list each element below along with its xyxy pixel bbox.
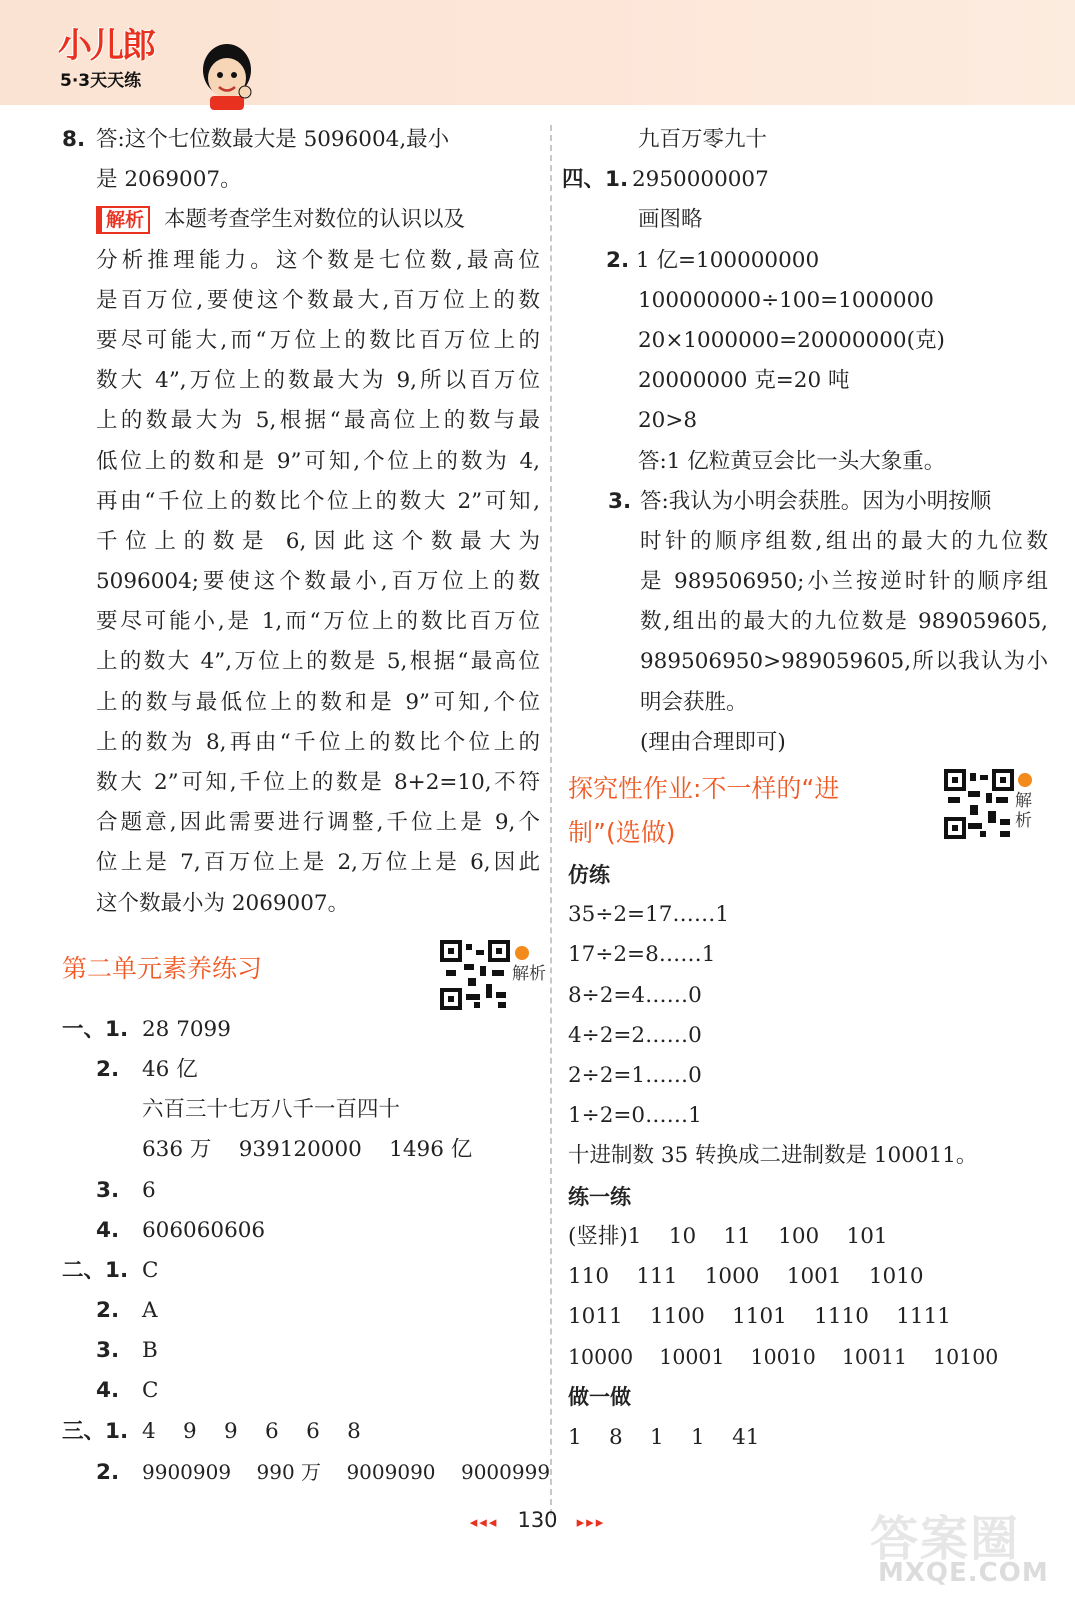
jiexi-line: 5096004;要使这个数最小,百万位上的数 (96, 569, 540, 595)
qr-code-icon[interactable] (944, 769, 1014, 839)
division-line: 4÷2=2……0 (568, 1022, 702, 1048)
s2-answer-2: A (142, 1298, 158, 1324)
jiexi-line: 位上是 7,百万位上是 2,万位上是 6,因此 (96, 850, 540, 876)
s4-heading: 四、1. (562, 167, 629, 193)
s4-answer-1a: 2950000007 (632, 167, 769, 193)
conversion-conclusion: 十进制数 35 转换成二进制数是 100011。 (568, 1143, 978, 1169)
s1-answer-2c: 636 万 939120000 1496 亿 (142, 1137, 473, 1163)
lianyilian-title: 练一练 (568, 1184, 631, 1209)
s2-row-3 (62, 1331, 540, 1371)
s2-row-2 (62, 1291, 540, 1331)
division-line: 17÷2=8……1 (568, 942, 716, 968)
s4-answer-3-line: 数,组出的最大的九位数是 989059605, (640, 609, 1048, 635)
jiexi-first-text: 本题考查学生对数位的认识以及 (164, 207, 466, 233)
s4-answer-2f: 答:1 亿粒黄豆会比一头大象重。 (638, 448, 946, 474)
q8-line-2: 是 2069007。 (96, 167, 242, 193)
section-title-row (62, 934, 546, 1004)
section-title-line-1: 探究性作业:不一样的“进 (568, 774, 840, 803)
s4-answer-3-note: (理由合理即可) (640, 729, 786, 755)
right-top-line: 九百万零九十 (638, 127, 768, 152)
research-section-header (568, 763, 1048, 855)
s1-q3-num: 3. (96, 1177, 120, 1203)
s4-answer-3-line: 是 989506950;小兰按逆时针的顺序组 (640, 569, 1048, 595)
jiexi-line: 分析推理能力。这个数是七位数,最高位 (96, 247, 540, 273)
s4-q3-num: 3. (608, 488, 632, 514)
binary-row: 110 111 1000 1001 1010 (568, 1263, 924, 1289)
page-header (0, 0, 1075, 105)
zuoyizuo-answer: 1 8 1 1 41 (568, 1424, 760, 1450)
zuoyizuo-title: 做一做 (568, 1385, 631, 1410)
s1-row-2 (62, 1050, 540, 1090)
right-column (562, 120, 1048, 1458)
brand-logo (48, 18, 218, 98)
q8-line-1 (62, 120, 540, 160)
s3-answer-2: 9900909 990 万 9009090 9000999 (142, 1459, 551, 1484)
section-title-unit2: 第二单元素养练习 (62, 953, 263, 983)
s3-q2-num: 2. (96, 1459, 120, 1485)
q8-number: 8. (62, 127, 86, 152)
qr-label: 解析 (1015, 791, 1032, 831)
jiexi-line: 低位上的数和是 9”可知,个位上的数为 4, (96, 448, 540, 474)
s1-row-4 (62, 1211, 540, 1251)
column-divider (550, 125, 552, 1515)
qr-code-icon[interactable] (440, 940, 510, 1010)
jiexi-line: 要尽可能小,是 1,而“万位上的数比百万位 (96, 609, 540, 635)
s4-answer-2c: 20×1000000=20000000(克) (638, 327, 945, 353)
s1-answer-2a: 46 亿 (142, 1056, 198, 1082)
play-dot-icon (1018, 773, 1032, 787)
jiexi-line: 是百万位,要使这个数最大,百万位上的数 (96, 287, 540, 313)
logo-subtitle: 5·3天天练 (60, 71, 142, 91)
division-line: 8÷2=4……0 (568, 982, 702, 1008)
s4-answer-2d: 20000000 克=20 吨 (638, 368, 850, 394)
s4-q2-num: 2. (606, 247, 630, 273)
s4-row-1 (562, 160, 1048, 200)
s2-row-4 (62, 1371, 540, 1411)
jiexi-line: 数大 4”,万位上的数最大为 9,所以百万位 (96, 368, 540, 394)
s3-row-2 (62, 1452, 551, 1492)
qr-label: 解析 (512, 963, 546, 984)
division-line: 1÷2=0……1 (568, 1103, 702, 1129)
s2-row-1 (62, 1251, 540, 1291)
s2-heading: 二、1. (62, 1257, 129, 1283)
s2-q2-num: 2. (96, 1298, 120, 1324)
s4-answer-3-first: 答:我认为小明会获胜。因为小明按顺 (640, 488, 992, 514)
fanglian-title: 仿练 (568, 863, 610, 887)
s1-answer-2b: 六百三十七万八千一百四十 (142, 1097, 401, 1123)
s1-answer-1: 28 7099 (142, 1016, 231, 1042)
logo-text: 小儿郎 (58, 26, 154, 66)
section-title-line-2: 制”(选做) (568, 818, 676, 847)
binary-row: (竖排)1 10 11 100 101 (568, 1223, 888, 1249)
mascot-icon (198, 40, 256, 110)
s4-answer-2e: 20>8 (638, 408, 698, 434)
prev-arrows-icon: ◂◂◂ (469, 1513, 499, 1531)
watermark-bottom: MXQE.COM (878, 1558, 1049, 1588)
s4-answer-2b: 100000000÷100=1000000 (638, 287, 934, 313)
s4-answer-3-line: 989506950>989059605,所以我认为小 (640, 649, 1048, 675)
s4-answer-3-line: 时针的顺序组数,组出的最大的九位数 (640, 528, 1048, 554)
s4-answer-1b: 画图略 (638, 207, 703, 233)
watermark-top: 答案圈 (870, 1511, 1021, 1567)
jiexi-line-1 (62, 200, 540, 240)
jiexi-line: 上的数最大为 5,根据“最高位上的数与最 (96, 408, 540, 434)
jiexi-line: 上的数与最低位上的数和是 9”可知,个位 (96, 689, 540, 715)
s4-answer-3-last: 明会获胜。 (640, 689, 748, 715)
jiexi-line: 再由“千位上的数比个位上的数大 2”可知, (96, 488, 540, 514)
jiexi-line: 上的数为 8,再由“千位上的数比个位上的 (96, 729, 540, 755)
jiexi-line: 合题意,因此需要进行调整,千位上是 9,个 (96, 810, 540, 836)
s4-row-2 (568, 241, 1048, 281)
s1-answer-3: 6 (142, 1177, 156, 1203)
watermark (870, 1500, 1070, 1595)
s2-q4-num: 4. (96, 1378, 120, 1404)
q8-answer-text: 答:这个七位数最大是 5096004,最小 (96, 127, 450, 152)
next-arrows-icon: ▸▸▸ (576, 1513, 606, 1531)
s3-answer-1: 4 9 9 6 6 8 (142, 1418, 361, 1444)
jiexi-line: 千位上的数是 6,因此这个数最大为 (96, 528, 540, 554)
jiexi-line: 数大 2”可知,千位上的数是 8+2=10,不符 (96, 770, 540, 795)
s1-q4-num: 4. (96, 1217, 120, 1243)
s1-q2-num: 2. (96, 1056, 120, 1082)
s1-heading: 一、1. (62, 1016, 129, 1042)
s1-row-3 (62, 1171, 540, 1211)
s1-answer-4: 606060606 (142, 1217, 266, 1243)
s4-answer-2a: 1 亿=100000000 (636, 247, 820, 273)
s3-heading: 三、1. (62, 1418, 129, 1444)
jiexi-line: 上的数大 4”,万位上的数是 5,根据“最高位 (96, 649, 540, 675)
s2-answer-3: B (142, 1338, 158, 1364)
jiexi-last-line: 这个数最小为 2069007。 (96, 890, 350, 916)
binary-row: 10000 10001 10010 10011 10100 (568, 1345, 999, 1370)
jiexi-line: 要尽可能大,而“万位上的数比百万位上的 (96, 327, 540, 353)
s2-answer-1: C (142, 1257, 159, 1283)
left-column (62, 120, 551, 1492)
division-line: 35÷2=17……1 (568, 902, 730, 928)
division-line: 2÷2=1……0 (568, 1062, 702, 1088)
s2-q3-num: 3. (96, 1338, 120, 1364)
page-number: 130 (517, 1508, 558, 1532)
s4-row-3 (568, 482, 1048, 522)
jiexi-tag: 解析 (96, 206, 150, 234)
play-dot-icon (515, 946, 529, 960)
s1-row-1 (62, 1010, 540, 1050)
s3-row-1 (62, 1412, 540, 1452)
binary-row: 1011 1100 1101 1110 1111 (568, 1304, 951, 1330)
s2-answer-4: C (142, 1378, 159, 1404)
